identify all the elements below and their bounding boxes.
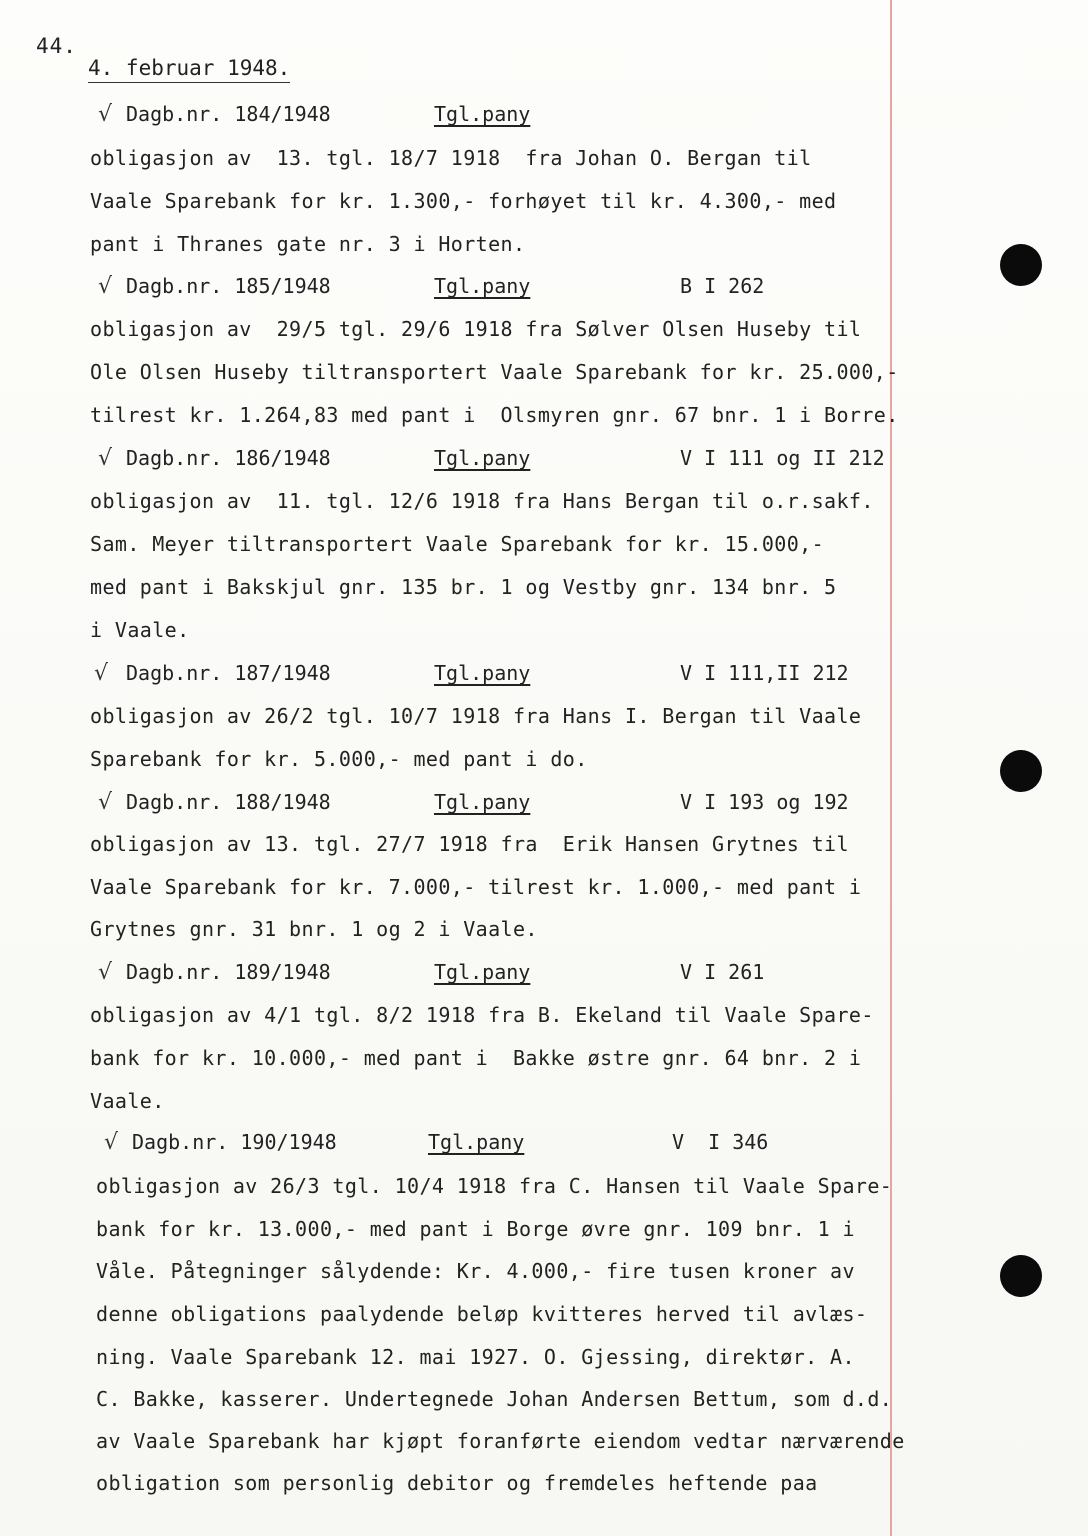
entry-line: obligasjon av 13. tgl. 18/7 1918 fra Johan O. Bergan til <box>90 146 812 170</box>
check-mark: √ <box>98 960 113 985</box>
check-mark: √ <box>98 102 113 127</box>
binder-hole <box>1000 750 1042 792</box>
check-mark: √ <box>104 1130 119 1155</box>
folio-ref: V I 193 og 192 <box>680 790 849 814</box>
entry-line: med pant i Bakskjul gnr. 135 br. 1 og Vestby gnr. 134 bnr. 5 <box>90 575 837 599</box>
entry-line: denne obligations paalydende beløp kvitteres herved til avlæs- <box>96 1302 868 1326</box>
entry-line: obligasjon av 13. tgl. 27/7 1918 fra Erik Hansen Grytnes til <box>90 832 849 856</box>
entry-line: bank for kr. 13.000,- med pant i Borge øvre gnr. 109 bnr. 1 i <box>96 1217 855 1241</box>
entry-line: Sam. Meyer tiltransportert Vaale Sparebank for kr. 15.000,- <box>90 532 825 556</box>
entry-line: bank for kr. 10.000,- med pant i Bakke østre gnr. 64 bnr. 2 i <box>90 1046 862 1070</box>
entry-line: tilrest kr. 1.264,83 med pant i Olsmyren gnr. 67 bnr. 1 i Borre. <box>90 403 899 427</box>
entry-line: Vaale Sparebank for kr. 7.000,- tilrest kr. 1.000,- med pant i <box>90 875 862 899</box>
entry-line: av Vaale Sparebank har kjøpt foranførte eiendom vedtar nærværende <box>96 1429 905 1453</box>
folio-ref: V I 111,II 212 <box>680 661 849 685</box>
page-number: 44. <box>36 34 77 58</box>
tgl-label: Tgl.pany <box>434 661 531 685</box>
dagb-number: Dagb.nr. 187/1948 <box>126 661 331 685</box>
entry-line: C. Bakke, kasserer. Undertegnede Johan Andersen Bettum, som d.d. <box>96 1387 893 1411</box>
tgl-label: Tgl.pany <box>434 960 531 984</box>
check-mark: √ <box>98 446 113 471</box>
dagb-number: Dagb.nr. 185/1948 <box>126 274 331 298</box>
margin-rule <box>890 0 892 1536</box>
dagb-number: Dagb.nr. 186/1948 <box>126 446 331 470</box>
entry-line: Ole Olsen Huseby tiltransportert Vaale Sparebank for kr. 25.000,- <box>90 360 899 384</box>
tgl-label: Tgl.pany <box>434 102 531 126</box>
entry-line: ning. Vaale Sparebank 12. mai 1927. O. Gjessing, direktør. A. <box>96 1345 855 1369</box>
entry-line: obligasjon av 26/2 tgl. 10/7 1918 fra Hans I. Bergan til Vaale <box>90 704 862 728</box>
entry-line: pant i Thranes gate nr. 3 i Horten. <box>90 232 526 256</box>
check-mark: √ <box>98 790 113 815</box>
tgl-label: Tgl.pany <box>434 790 531 814</box>
entry-line: Grytnes gnr. 31 bnr. 1 og 2 i Vaale. <box>90 917 538 941</box>
check-mark: √ <box>98 274 113 299</box>
binder-hole <box>1000 244 1042 286</box>
dagb-number: Dagb.nr. 188/1948 <box>126 790 331 814</box>
entry-line: Vaale. <box>90 1089 165 1113</box>
entry-line: i Vaale. <box>90 618 190 642</box>
dagb-number: Dagb.nr. 190/1948 <box>132 1130 337 1154</box>
folio-ref: V I 261 <box>680 960 765 984</box>
tgl-label: Tgl.pany <box>434 274 531 298</box>
tgl-label: Tgl.pany <box>428 1130 525 1154</box>
dagb-number: Dagb.nr. 189/1948 <box>126 960 331 984</box>
check-mark: √ <box>94 661 109 686</box>
page-date: 4. februar 1948. <box>88 56 290 80</box>
entry-line: Vaale Sparebank for kr. 1.300,- forhøyet til kr. 4.300,- med <box>90 189 837 213</box>
folio-ref: B I 262 <box>680 274 765 298</box>
entry-line: obligasjon av 29/5 tgl. 29/6 1918 fra Sølver Olsen Huseby til <box>90 317 862 341</box>
entry-line: obligation som personlig debitor og fremdeles heftende paa <box>96 1471 818 1495</box>
entry-line: Sparebank for kr. 5.000,- med pant i do. <box>90 747 588 771</box>
entry-line: obligasjon av 26/3 tgl. 10/4 1918 fra C. Hansen til Vaale Spare- <box>96 1174 893 1198</box>
folio-ref: V I 346 <box>672 1130 769 1154</box>
dagb-number: Dagb.nr. 184/1948 <box>126 102 331 126</box>
entry-line: Våle. Påtegninger sålydende: Kr. 4.000,- fire tusen kroner av <box>96 1259 855 1283</box>
folio-ref: V I 111 og II 212 <box>680 446 885 470</box>
tgl-label: Tgl.pany <box>434 446 531 470</box>
binder-hole <box>1000 1255 1042 1297</box>
entry-line: obligasjon av 4/1 tgl. 8/2 1918 fra B. Ekeland til Vaale Spare- <box>90 1003 874 1027</box>
entry-line: obligasjon av 11. tgl. 12/6 1918 fra Hans Bergan til o.r.sakf. <box>90 489 874 513</box>
